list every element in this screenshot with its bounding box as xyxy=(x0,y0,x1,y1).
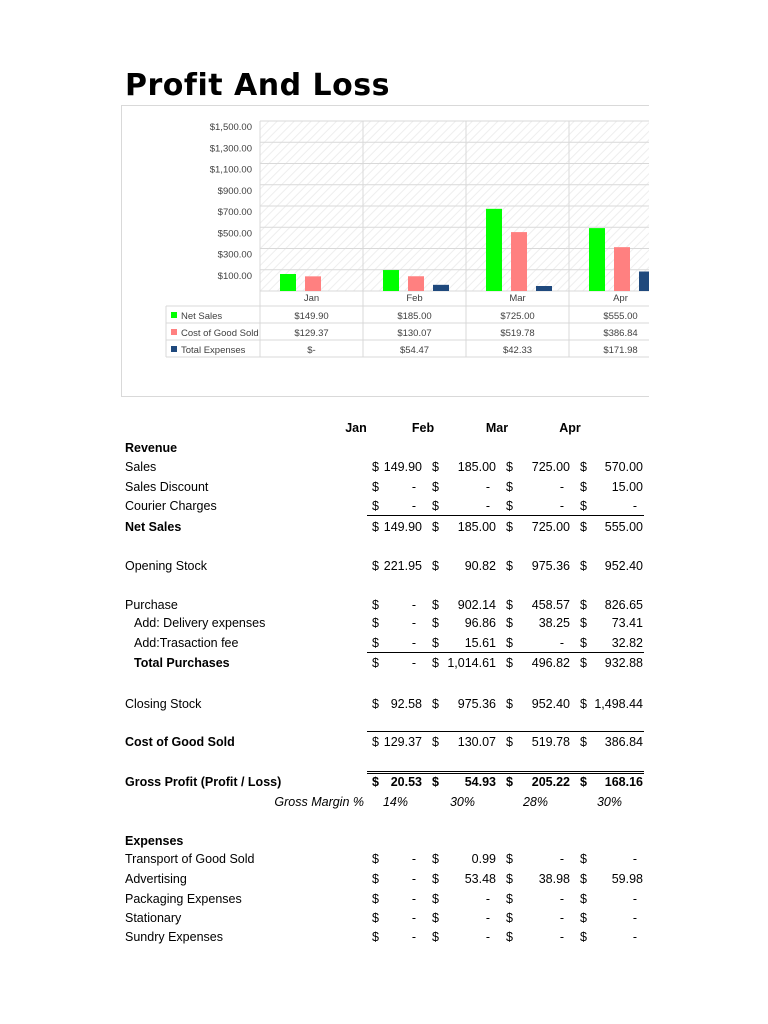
row-label: Gross Profit (Profit / Loss) xyxy=(125,775,282,789)
row-value: 932.88 xyxy=(604,656,643,670)
row-value: 826.65 xyxy=(604,598,643,612)
data-table-value: $130.07 xyxy=(397,328,432,339)
row-value: 96.86 xyxy=(464,616,496,630)
row-label: Sales xyxy=(125,460,157,474)
row-label: Sundry Expenses xyxy=(125,930,223,944)
currency-symbol: $ xyxy=(580,852,587,866)
row-value: - xyxy=(559,480,564,494)
underline xyxy=(367,652,644,653)
row-value: - xyxy=(411,616,416,630)
currency-symbol: $ xyxy=(372,656,379,670)
gross-margin-value: 14% xyxy=(382,795,408,809)
row-value: - xyxy=(411,480,416,494)
currency-symbol: $ xyxy=(432,775,439,789)
row-value: - xyxy=(559,892,564,906)
currency-symbol: $ xyxy=(372,499,379,513)
row-value: 168.16 xyxy=(604,775,643,789)
row-label: Add: Delivery expenses xyxy=(134,616,266,630)
currency-symbol: $ xyxy=(432,697,439,711)
row-value: - xyxy=(559,930,564,944)
currency-symbol: $ xyxy=(432,499,439,513)
row-value: - xyxy=(632,930,637,944)
currency-symbol: $ xyxy=(432,520,439,534)
column-header-feb: Feb xyxy=(411,421,435,435)
currency-symbol: $ xyxy=(580,656,587,670)
row-value: 902.14 xyxy=(457,598,496,612)
column-header-mar: Mar xyxy=(485,421,509,435)
row-value: - xyxy=(632,852,637,866)
row-value: 386.84 xyxy=(604,735,643,749)
x-tick-label: Apr xyxy=(613,293,628,304)
currency-symbol: $ xyxy=(580,636,587,650)
currency-symbol: $ xyxy=(372,735,379,749)
legend-label: Net Sales xyxy=(181,311,223,322)
row-value: - xyxy=(485,892,490,906)
currency-symbol: $ xyxy=(580,616,587,630)
currency-symbol: $ xyxy=(372,697,379,711)
data-table-value: $185.00 xyxy=(397,311,432,322)
currency-symbol: $ xyxy=(506,616,513,630)
double-underline xyxy=(367,771,644,774)
x-tick-label: Feb xyxy=(406,293,423,304)
currency-symbol: $ xyxy=(580,499,587,513)
underline xyxy=(367,515,644,516)
row-label: Total Purchases xyxy=(134,656,230,670)
row-value: 458.57 xyxy=(531,598,570,612)
y-tick-label: $1,100.00 xyxy=(209,164,252,176)
row-value: 975.36 xyxy=(457,697,496,711)
row-value: 149.90 xyxy=(383,460,422,474)
row-value: 54.93 xyxy=(464,775,496,789)
row-value: 555.00 xyxy=(604,520,643,534)
row-value: - xyxy=(411,598,416,612)
data-table-value: $42.33 xyxy=(502,345,533,356)
currency-symbol: $ xyxy=(580,892,587,906)
row-value: 570.00 xyxy=(604,460,643,474)
y-tick-label: $1,300.00 xyxy=(209,143,252,155)
row-value: - xyxy=(559,852,564,866)
currency-symbol: $ xyxy=(372,636,379,650)
currency-symbol: $ xyxy=(372,930,379,944)
row-value: - xyxy=(485,480,490,494)
currency-symbol: $ xyxy=(432,636,439,650)
row-label: Opening Stock xyxy=(125,559,207,573)
row-value: 15.61 xyxy=(464,636,496,650)
currency-symbol: $ xyxy=(506,735,513,749)
y-tick-label: $900.00 xyxy=(217,185,252,197)
row-label: Purchase xyxy=(125,598,178,612)
currency-symbol: $ xyxy=(432,480,439,494)
row-label: Packaging Expenses xyxy=(125,892,242,906)
currency-symbol: $ xyxy=(506,480,513,494)
y-tick-label: $1,500.00 xyxy=(209,122,252,133)
currency-symbol: $ xyxy=(372,911,379,925)
row-value: - xyxy=(632,892,637,906)
currency-symbol: $ xyxy=(372,598,379,612)
currency-symbol: $ xyxy=(506,892,513,906)
row-label: Advertising xyxy=(125,872,187,886)
data-table-value: $725.00 xyxy=(500,311,535,322)
currency-symbol: $ xyxy=(580,775,587,789)
data-table-value: $386.84 xyxy=(603,328,638,339)
currency-symbol: $ xyxy=(506,499,513,513)
data-table-value: $- xyxy=(307,345,316,356)
row-value: - xyxy=(411,852,416,866)
currency-symbol: $ xyxy=(506,656,513,670)
currency-symbol: $ xyxy=(372,872,379,886)
currency-symbol: $ xyxy=(372,480,379,494)
currency-symbol: $ xyxy=(580,872,587,886)
row-value: - xyxy=(485,499,490,513)
row-value: - xyxy=(485,911,490,925)
x-tick-label: Jan xyxy=(303,293,320,304)
currency-symbol: $ xyxy=(580,520,587,534)
gross-margin-value: 28% xyxy=(522,795,548,809)
row-value: 975.36 xyxy=(531,559,570,573)
row-value: 15.00 xyxy=(611,480,643,494)
row-value: 496.82 xyxy=(531,656,570,670)
currency-symbol: $ xyxy=(506,636,513,650)
row-value: 130.07 xyxy=(457,735,496,749)
currency-symbol: $ xyxy=(506,697,513,711)
currency-symbol: $ xyxy=(372,460,379,474)
row-label: Add:Trasaction fee xyxy=(134,636,239,650)
row-label: Revenue xyxy=(125,441,178,455)
row-value: 952.40 xyxy=(531,697,570,711)
row-value: - xyxy=(411,656,416,670)
row-value: 221.95 xyxy=(383,559,422,573)
currency-symbol: $ xyxy=(432,872,439,886)
data-table-value: $54.47 xyxy=(399,345,430,356)
row-label: Gross Margin % xyxy=(274,795,364,809)
row-value: 725.00 xyxy=(531,460,570,474)
row-label: Net Sales xyxy=(125,520,182,534)
currency-symbol: $ xyxy=(506,460,513,474)
currency-symbol: $ xyxy=(432,460,439,474)
row-label: Cost of Good Sold xyxy=(125,735,235,749)
currency-symbol: $ xyxy=(432,892,439,906)
currency-symbol: $ xyxy=(372,616,379,630)
row-value: 185.00 xyxy=(457,520,496,534)
row-value: - xyxy=(411,911,416,925)
page-title: Profit And Loss xyxy=(125,68,390,103)
row-value: 90.82 xyxy=(464,559,496,573)
row-value: - xyxy=(411,892,416,906)
row-value: 519.78 xyxy=(531,735,570,749)
underline xyxy=(367,731,644,732)
data-table-value: $149.90 xyxy=(294,311,329,322)
gross-margin-value: 30% xyxy=(449,795,475,809)
row-value: - xyxy=(411,930,416,944)
row-value: - xyxy=(559,911,564,925)
currency-symbol: $ xyxy=(580,697,587,711)
currency-symbol: $ xyxy=(432,598,439,612)
column-header-apr: Apr xyxy=(559,421,581,435)
currency-symbol: $ xyxy=(432,930,439,944)
currency-symbol: $ xyxy=(506,520,513,534)
currency-symbol: $ xyxy=(506,852,513,866)
currency-symbol: $ xyxy=(372,775,379,789)
currency-symbol: $ xyxy=(506,911,513,925)
row-value: 73.41 xyxy=(611,616,643,630)
currency-symbol: $ xyxy=(432,735,439,749)
currency-symbol: $ xyxy=(580,930,587,944)
data-table-value: $171.98 xyxy=(603,345,638,356)
data-table-value: $555.00 xyxy=(603,311,638,322)
row-value: 38.98 xyxy=(538,872,570,886)
data-table-value: $519.78 xyxy=(500,328,535,339)
currency-symbol: $ xyxy=(580,559,587,573)
currency-symbol: $ xyxy=(580,598,587,612)
row-value: 53.48 xyxy=(464,872,496,886)
y-tick-label: $100.00 xyxy=(217,270,252,282)
currency-symbol: $ xyxy=(506,872,513,886)
row-value: 32.82 xyxy=(611,636,643,650)
currency-symbol: $ xyxy=(506,775,513,789)
row-value: 725.00 xyxy=(531,520,570,534)
currency-symbol: $ xyxy=(372,892,379,906)
row-label: Expenses xyxy=(125,834,184,848)
row-value: - xyxy=(559,636,564,650)
x-tick-label: Mar xyxy=(509,293,526,304)
currency-symbol: $ xyxy=(580,911,587,925)
currency-symbol: $ xyxy=(506,559,513,573)
row-value: - xyxy=(559,499,564,513)
legend-label: Cost of Good Sold xyxy=(181,328,259,339)
column-header-jan: Jan xyxy=(345,421,367,435)
row-value: 92.58 xyxy=(390,697,422,711)
currency-symbol: $ xyxy=(580,460,587,474)
row-value: 185.00 xyxy=(457,460,496,474)
currency-symbol: $ xyxy=(372,559,379,573)
row-value: 1,498.44 xyxy=(594,697,643,711)
currency-symbol: $ xyxy=(432,852,439,866)
legend-label: Total Expenses xyxy=(181,345,246,356)
row-value: 952.40 xyxy=(604,559,643,573)
data-table-value: $129.37 xyxy=(294,328,329,339)
row-value: 205.22 xyxy=(531,775,570,789)
row-value: 38.25 xyxy=(538,616,570,630)
row-value: - xyxy=(411,499,416,513)
currency-symbol: $ xyxy=(580,480,587,494)
currency-symbol: $ xyxy=(506,930,513,944)
currency-symbol: $ xyxy=(580,735,587,749)
row-value: - xyxy=(632,499,637,513)
row-label: Courier Charges xyxy=(125,499,217,513)
currency-symbol: $ xyxy=(372,520,379,534)
currency-symbol: $ xyxy=(432,656,439,670)
row-value: 1,014.61 xyxy=(447,656,496,670)
currency-symbol: $ xyxy=(432,911,439,925)
currency-symbol: $ xyxy=(506,598,513,612)
row-value: - xyxy=(632,911,637,925)
row-value: 20.53 xyxy=(390,775,422,789)
row-value: - xyxy=(411,872,416,886)
row-label: Stationary xyxy=(125,911,182,925)
row-value: 129.37 xyxy=(383,735,422,749)
row-value: - xyxy=(485,930,490,944)
y-tick-label: $500.00 xyxy=(217,228,252,240)
currency-symbol: $ xyxy=(432,616,439,630)
gross-margin-value: 30% xyxy=(596,795,622,809)
row-value: 59.98 xyxy=(611,872,643,886)
row-label: Transport of Good Sold xyxy=(125,852,255,866)
row-value: 0.99 xyxy=(471,852,496,866)
y-tick-label: $700.00 xyxy=(217,207,252,218)
row-label: Closing Stock xyxy=(125,697,202,711)
row-value: 149.90 xyxy=(383,520,422,534)
currency-symbol: $ xyxy=(432,559,439,573)
y-tick-label: $300.00 xyxy=(217,249,252,261)
currency-symbol: $ xyxy=(372,852,379,866)
row-label: Sales Discount xyxy=(125,480,209,494)
row-value: - xyxy=(411,636,416,650)
